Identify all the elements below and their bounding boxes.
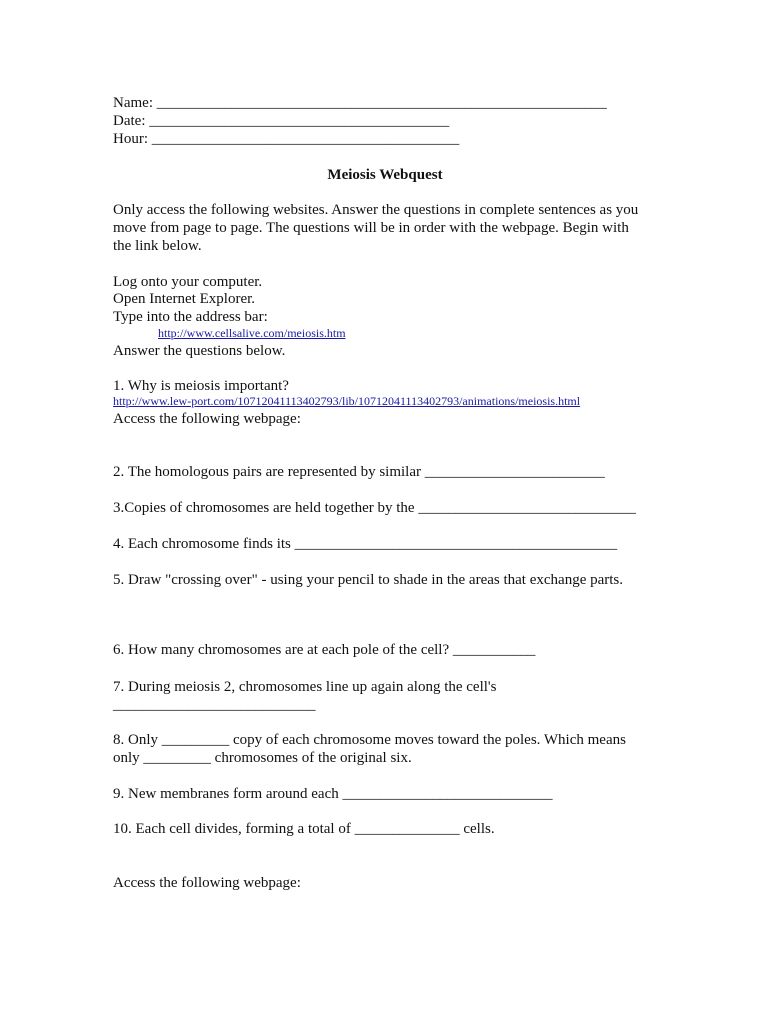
question-7-line-1: 7. During meiosis 2, chromosomes line up again along the cell's bbox=[113, 679, 497, 695]
question-8-line-1: 8. Only _________ copy of each chromosome moves toward the poles. Which means bbox=[113, 732, 626, 748]
access-webpage-instruction-2: Access the following webpage: bbox=[113, 875, 301, 891]
step-answer-questions: Answer the questions below. bbox=[113, 343, 286, 359]
name-field-line: Name: ____________________________________________________________ bbox=[113, 95, 607, 111]
question-6: 6. How many chromosomes are at each pole of the cell? ___________ bbox=[113, 642, 536, 658]
question-8-line-2: only _________ chromosomes of the original six. bbox=[113, 750, 412, 766]
intro-line-3: the link below. bbox=[113, 238, 202, 254]
question-10: 10. Each cell divides, forming a total of ______________ cells. bbox=[113, 821, 495, 837]
question-2: 2. The homologous pairs are represented by similar ________________________ bbox=[113, 464, 605, 480]
question-3: 3.Copies of chromosomes are held together by the _____________________________ bbox=[113, 500, 636, 516]
date-field-line: Date: ________________________________________ bbox=[113, 113, 450, 129]
access-webpage-instruction-1: Access the following webpage: bbox=[113, 411, 301, 427]
question-9: 9. New membranes form around each ____________________________ bbox=[113, 786, 553, 802]
question-1: 1. Why is meiosis important? bbox=[113, 378, 289, 394]
question-5: 5. Draw "crossing over" - using your pencil to shade in the areas that exchange parts. bbox=[113, 572, 624, 588]
step-log-on: Log onto your computer. bbox=[113, 274, 263, 290]
lew-port-animation-link[interactable]: http://www.lew-port.com/10712041113402793/lib/10712041113402793/animations/meiosis.html bbox=[113, 394, 581, 408]
step-open-browser: Open Internet Explorer. bbox=[113, 291, 256, 307]
question-7-line-2: ___________________________ bbox=[113, 697, 316, 713]
intro-line-1: Only access the following websites. Answer the questions in complete sentences as you bbox=[113, 202, 639, 218]
cellsalive-link[interactable]: http://www.cellsalive.com/meiosis.htm bbox=[158, 326, 346, 340]
step-type-address: Type into the address bar: bbox=[113, 309, 268, 325]
question-4: 4. Each chromosome finds its ___________________________________________ bbox=[113, 536, 618, 552]
hour-field-line: Hour: _________________________________________ bbox=[113, 131, 460, 147]
intro-line-2: move from page to page. The questions will be in order with the webpage. Begin with bbox=[113, 220, 629, 236]
page-title: Meiosis Webquest bbox=[327, 167, 443, 183]
